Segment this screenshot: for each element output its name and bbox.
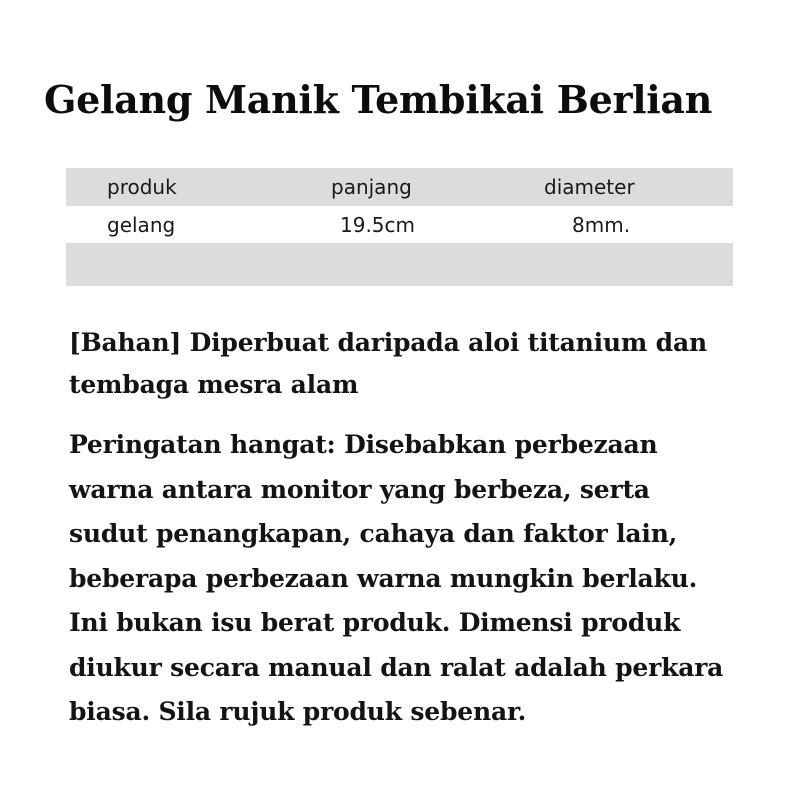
table-header-row: [66, 168, 733, 206]
value-panjang: 19.5cm: [340, 212, 416, 237]
table-row: [66, 206, 733, 243]
material-paragraph: [69, 322, 707, 406]
value-produk: gelang: [107, 212, 176, 237]
material-line: tembaga mesra alam: [69, 370, 359, 399]
value-diameter: 8mm.: [572, 212, 631, 237]
warning-line: Peringatan hangat: Disebabkan perbezaan: [69, 430, 658, 459]
warning-line: biasa. Sila rujuk produk sebenar.: [69, 697, 527, 726]
spec-table: [66, 168, 733, 286]
header-produk: produk: [107, 175, 177, 199]
warning-line: diukur secara manual dan ralat adalah perkara: [69, 652, 724, 682]
warning-line: warna antara monitor yang berbeza, serta: [69, 474, 650, 504]
warning-line: beberapa perbezaan warna mungkin berlaku.: [69, 563, 698, 593]
material-line: [Bahan] Diperbuat daripada aloi titanium dan: [69, 328, 707, 357]
header-diameter: diameter: [544, 175, 635, 199]
header-panjang: panjang: [331, 175, 412, 199]
warning-line: sudut penangkapan, cahaya dan faktor lain,: [69, 519, 678, 548]
warning-paragraph: [69, 423, 723, 735]
page-title: Gelang Manik Tembikai Berlian: [44, 77, 713, 122]
table-empty-row: [66, 243, 733, 286]
warning-line: Ini bukan isu berat produk. Dimensi produk: [69, 608, 681, 637]
